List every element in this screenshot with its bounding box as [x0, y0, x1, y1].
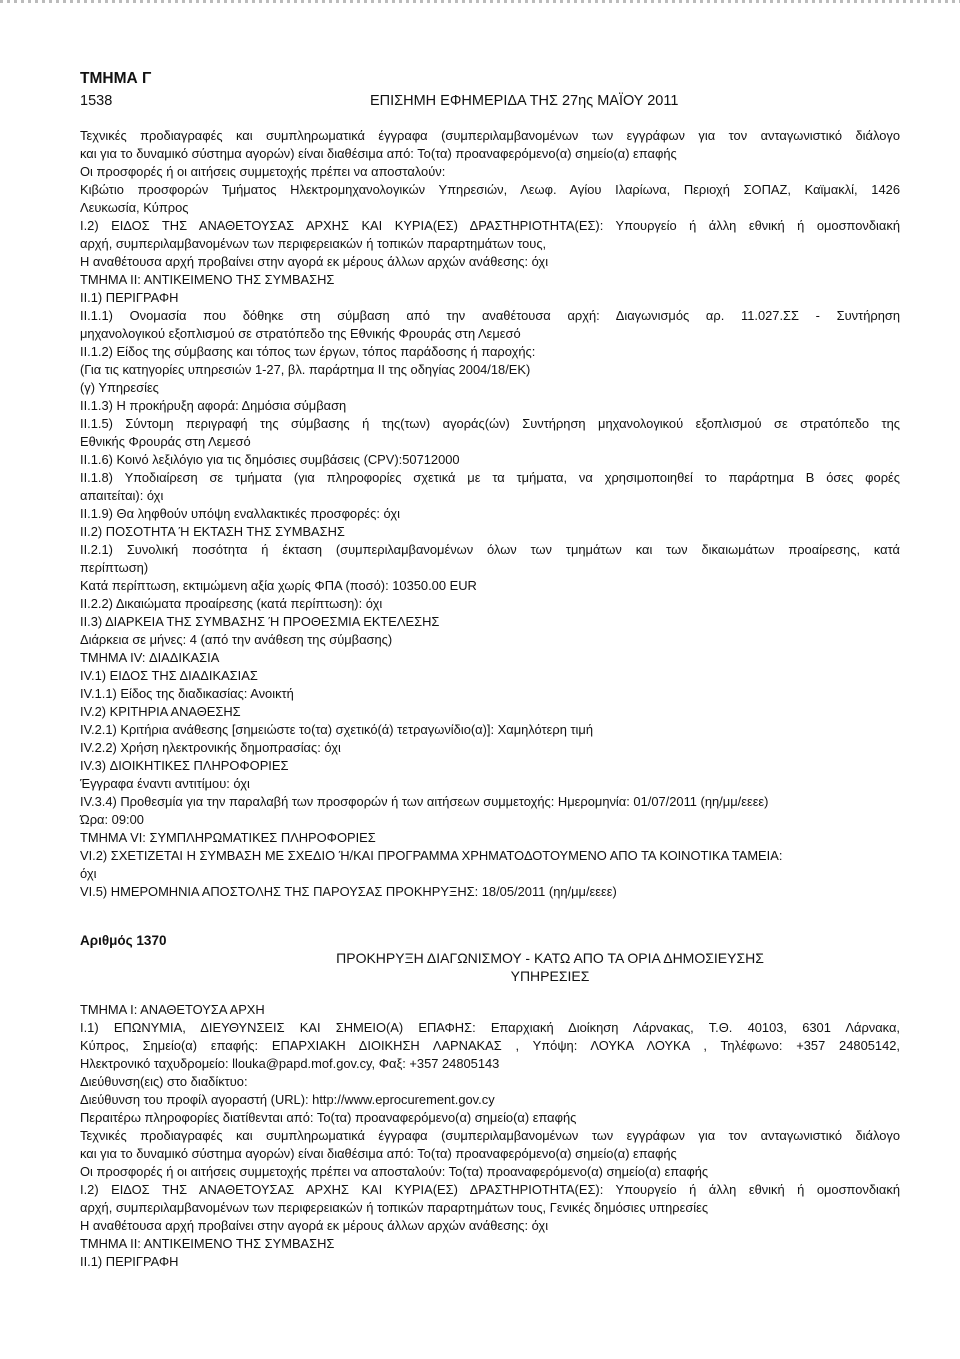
text-line: Κατά περίπτωση, εκτιμώμενη αξία χωρίς ΦΠΑ (ποσό): 10350.00 EUR: [80, 578, 477, 593]
text-line: Ι.2) ΕΙΔΟΣ ΤΗΣ ΑΝΑΘΕΤΟΥΣΑΣ ΑΡΧΗΣ ΚΑΙ ΚΥΡΙΑ(ΕΣ) ΔΡΑΣΤΗΡΙΟΤΗΤΑ(ΕΣ): Υπουργείο ή άλλη εθνική ή ομοσπονδιακή: [80, 1182, 900, 1197]
text-line: Κύπρος, Σημείο(α) επαφής: ΕΠΑΡΧΙΑΚΗ ΔΙΟΙΚΗΣΗ ΛΑΡΝΑΚΑΣ , Υπόψη: ΛΟΥΚΑ ΛΟΥΚΑ , Τηλέφωνο: +357 24805142,: [80, 1038, 900, 1053]
text-line: IV.2) ΚΡΙΤΗΡΙΑ ΑΝΑΘΕΣΗΣ: [80, 704, 241, 719]
text-line: ΙΙ.1.1) Ονομασία που δόθηκε στη σύμβαση από την αναθέτουσα αρχή: Διαγωνισμός αρ. 11.027.ΣΣ - Συντήρηση: [80, 308, 900, 323]
notice-title-line-1: ΠΡΟΚΗΡΥΞΗ ΔΙΑΓΩΝΙΣΜΟΥ - ΚΑΤΩ ΑΠΟ ΤΑ ΟΡΙΑ ΔΗΜΟΣΙΕΥΣΗΣ: [336, 950, 764, 966]
text-line: Οι προσφορές ή οι αιτήσεις συμμετοχής πρέπει να αποσταλούν: Το(τα) προαναφερόμενο(α) σημείο(α) επαφής: [80, 1164, 709, 1179]
text-line: ΙΙ.1.8) Υποδιαίρεση σε τμήματα (για πληροφορίες σχετικά με τα τμήματα, να χρησιμοποιηθεί το παράρτημα Β όσες φορές: [80, 470, 900, 485]
text-line: Περαιτέρω πληροφορίες διατίθενται από: Το(τα) προαναφερόμενο(α) σημείο(α) επαφής: [80, 1110, 577, 1125]
text-line: Ώρα: 09:00: [80, 812, 144, 827]
text-line: ΤΜΗΜΑ ΙΙ: ΑΝΤΙΚΕΙΜΕΝΟ ΤΗΣ ΣΥΜΒΑΣΗΣ: [80, 1236, 335, 1251]
text-line: VI.2) ΣΧΕΤΙΖΕΤΑΙ Η ΣΥΜΒΑΣΗ ΜΕ ΣΧΕΔΙΟ Ή/ΚΑΙ ΠΡΟΓΡΑΜΜΑ ΧΡΗΜΑΤΟΔΟΤΟΥΜΕΝΟ ΑΠΟ ΤΑ ΚΟΙΝΟΤΙΚΑ ΤΑΜΕΙΑ:: [80, 848, 783, 863]
text-line: μηχανολογικού εξοπλισμού σε στρατόπεδο της Εθνικής Φρουράς στη Λεμεσό: [80, 326, 521, 341]
text-line: IV.2.2) Χρήση ηλεκτρονικής δημοπρασίας: όχι: [80, 740, 341, 755]
text-line: απαιτείται): όχι: [80, 488, 164, 503]
page-number: 1538: [80, 93, 113, 109]
text-line: Διεύθυνση(εις) στο διαδίκτυο:: [80, 1074, 248, 1089]
text-line: ΤΜΗΜΑ IV: ΔΙΑΔΙΚΑΣΙΑ: [80, 650, 220, 665]
text-line: (Για τις κατηγορίες υπηρεσιών 1-27, βλ. παράρτημα ΙΙ της οδηγίας 2004/18/ΕΚ): [80, 362, 531, 377]
text-line: (γ) Υπηρεσίες: [80, 380, 159, 395]
text-line: περίπτωση): [80, 560, 149, 575]
notice-title-line-2: ΥΠΗΡΕΣΙΕΣ: [510, 968, 590, 984]
scan-top-edge: [0, 0, 960, 3]
text-line: και για το δυναμικό σύστημα αγορών) είναι διαθέσιμα από: Το(τα) προαναφερόμενο(α) σημείο(α) επαφής: [80, 1146, 677, 1161]
text-line: ΙΙ.1.5) Σύντομη περιγραφή της σύμβασης ή της(των) αγοράς(ών) Συντήρηση μηχανολογικού εξοπλισμού σε στρατόπεδο της: [80, 416, 900, 431]
document-page: [80, 70, 900, 1271]
text-line: ΙΙ.2.1) Συνολική ποσότητα ή έκταση (συμπεριλαμβανομένων όλων των τμημάτων και των δικαιωμάτων προαίρεσης, κατά: [80, 542, 900, 557]
text-line: Διεύθυνση του προφίλ αγοραστή (URL): http://www.eprocurement.gov.cy: [80, 1092, 495, 1107]
text-line: ΙΙ.3) ΔΙΑΡΚΕΙΑ ΤΗΣ ΣΥΜΒΑΣΗΣ Ή ΠΡΟΘΕΣΜΙΑ ΕΚΤΕΛΕΣΗΣ: [80, 614, 440, 629]
notice-number: Αριθμός 1370: [80, 933, 167, 948]
text-line: IV.3.4) Προθεσμία για την παραλαβή των προσφορών ή των αιτήσεων συμμετοχής: Ημερομηνία: 01/07/2011 (ηη/μμ/εεεε): [80, 794, 769, 809]
notice-title: [200, 949, 900, 985]
text-line: Ηλεκτρονικό ταχυδρομείο: llouka@papd.mof.gov.cy, Φαξ: +357 24805143: [80, 1056, 500, 1071]
text-line: IV.1.1) Είδος της διαδικασίας: Ανοικτή: [80, 686, 294, 701]
gazette-header: ΕΠΙΣΗΜΗ ΕΦΗΜΕΡΙΔΑ ΤΗΣ 27ης ΜΑΪΟΥ 2011: [370, 93, 679, 109]
section-title: ΤΜΗΜΑ Γ: [80, 70, 152, 87]
notice-body: [80, 1001, 900, 1271]
text-line: Η αναθέτουσα αρχή προβαίνει στην αγορά εκ μέρους άλλων αρχών ανάθεσης: όχι: [80, 1218, 549, 1233]
text-line: Έγγραφα έναντι αντιτίμου: όχι: [80, 776, 250, 791]
text-line: ΙΙ.2.2) Δικαιώματα προαίρεσης (κατά περίπτωση): όχι: [80, 596, 383, 611]
text-line: και για το δυναμικό σύστημα αγορών) είναι διαθέσιμα από: Το(τα) προαναφερόμενο(α) σημείο(α) επαφής: [80, 146, 677, 161]
text-line: ΤΜΗΜΑ VI: ΣΥΜΠΛΗΡΩΜΑΤΙΚΕΣ ΠΛΗΡΟΦΟΡΙΕΣ: [80, 830, 376, 845]
text-line: ΙΙ.1) ΠΕΡΙΓΡΑΦΗ: [80, 290, 179, 305]
text-line: Εθνικής Φρουράς στη Λεμεσό: [80, 434, 251, 449]
text-line: IV.1) ΕΙΔΟΣ ΤΗΣ ΔΙΑΔΙΚΑΣΙΑΣ: [80, 668, 258, 683]
text-line: Λευκωσία, Κύπρος: [80, 200, 189, 215]
text-line: αρχή, συμπεριλαμβανομένων των περιφερειακών ή τοπικών παραρτημάτων τους,: [80, 236, 547, 251]
text-line: Ι.1) ΕΠΩΝΥΜΙΑ, ΔΙΕΥΘΥΝΣΕΙΣ ΚΑΙ ΣΗΜΕΙΟ(Α) ΕΠΑΦΗΣ: Επαρχιακή Διοίκηση Λάρνακας, Τ.Θ. 40103, 6301 Λάρνακα,: [80, 1020, 900, 1035]
text-line: Τεχνικές προδιαγραφές και συμπληρωματικά έγγραφα (συμπεριλαμβανομένων των εγγράφων για τον ανταγωνιστικό διάλογο: [80, 128, 900, 143]
text-line: ΤΜΗΜΑ Ι: ΑΝΑΘΕΤΟΥΣΑ ΑΡΧΗ: [80, 1002, 265, 1017]
text-line: IV.2.1) Κριτήρια ανάθεσης [σημειώστε το(τα) σχετικό(ά) τετραγωνίδιο(α)]: Χαμηλότερη τιμή: [80, 722, 594, 737]
text-line: ΙΙ.1) ΠΕΡΙΓΡΑΦΗ: [80, 1254, 179, 1269]
text-line: Τεχνικές προδιαγραφές και συμπληρωματικά έγγραφα (συμπεριλαμβανομένων των εγγράφων για τον ανταγωνιστικό διάλογο: [80, 1128, 900, 1143]
text-line: ΙΙ.1.3) Η προκήρυξη αφορά: Δημόσια σύμβαση: [80, 398, 347, 413]
notice-1370-previous-body: [80, 127, 900, 901]
text-line: ΤΜΗΜΑ ΙΙ: ΑΝΤΙΚΕΙΜΕΝΟ ΤΗΣ ΣΥΜΒΑΣΗΣ: [80, 272, 335, 287]
text-line: όχι: [80, 866, 97, 881]
text-line: ΙΙ.1.2) Είδος της σύμβασης και τόπος των έργων, τόπος παράδοσης ή παροχής:: [80, 344, 536, 359]
page-header: [80, 93, 900, 115]
text-line: ΙΙ.1.9) Θα ληφθούν υπόψη εναλλακτικές προσφορές: όχι: [80, 506, 401, 521]
text-line: Η αναθέτουσα αρχή προβαίνει στην αγορά εκ μέρους άλλων αρχών ανάθεσης: όχι: [80, 254, 549, 269]
text-line: Οι προσφορές ή οι αιτήσεις συμμετοχής πρέπει να αποσταλούν:: [80, 164, 446, 179]
text-line: ΙΙ.1.6) Κοινό λεξιλόγιο για τις δημόσιες συμβάσεις (CPV):50712000: [80, 452, 460, 467]
text-line: ΙΙ.2) ΠΟΣΟΤΗΤΑ Ή ΕΚΤΑΣΗ ΤΗΣ ΣΥΜΒΑΣΗΣ: [80, 524, 345, 539]
text-line: αρχή, συμπεριλαμβανομένων των περιφερειακών ή τοπικών παραρτημάτων τους, Γενικές δημόσιες υπηρεσίες: [80, 1200, 709, 1215]
text-line: Κιβώτιο προσφορών Τμήματος Ηλεκτρομηχανολογικών Υπηρεσιών, Λεωφ. Αγίου Ιλαρίωνα, Περιοχή ΣΟΠΑΖ, Καϊμακλί, 1426: [80, 182, 900, 197]
notice-heading-row: [80, 927, 900, 949]
text-line: Ι.2) ΕΙΔΟΣ ΤΗΣ ΑΝΑΘΕΤΟΥΣΑΣ ΑΡΧΗΣ ΚΑΙ ΚΥΡΙΑ(ΕΣ) ΔΡΑΣΤΗΡΙΟΤΗΤΑ(ΕΣ): Υπουργείο ή άλλη εθνική ή ομοσπονδιακή: [80, 218, 900, 233]
text-line: IV.3) ΔΙΟΙΚΗΤΙΚΕΣ ΠΛΗΡΟΦΟΡΙΕΣ: [80, 758, 289, 773]
text-line: VI.5) ΗΜΕΡΟΜΗΝΙΑ ΑΠΟΣΤΟΛΗΣ ΤΗΣ ΠΑΡΟΥΣΑΣ ΠΡΟΚΗΡΥΞΗΣ: 18/05/2011 (ηη/μμ/εεεε): [80, 884, 617, 899]
text-line: Διάρκεια σε μήνες: 4 (από την ανάθεση της σύμβασης): [80, 632, 393, 647]
